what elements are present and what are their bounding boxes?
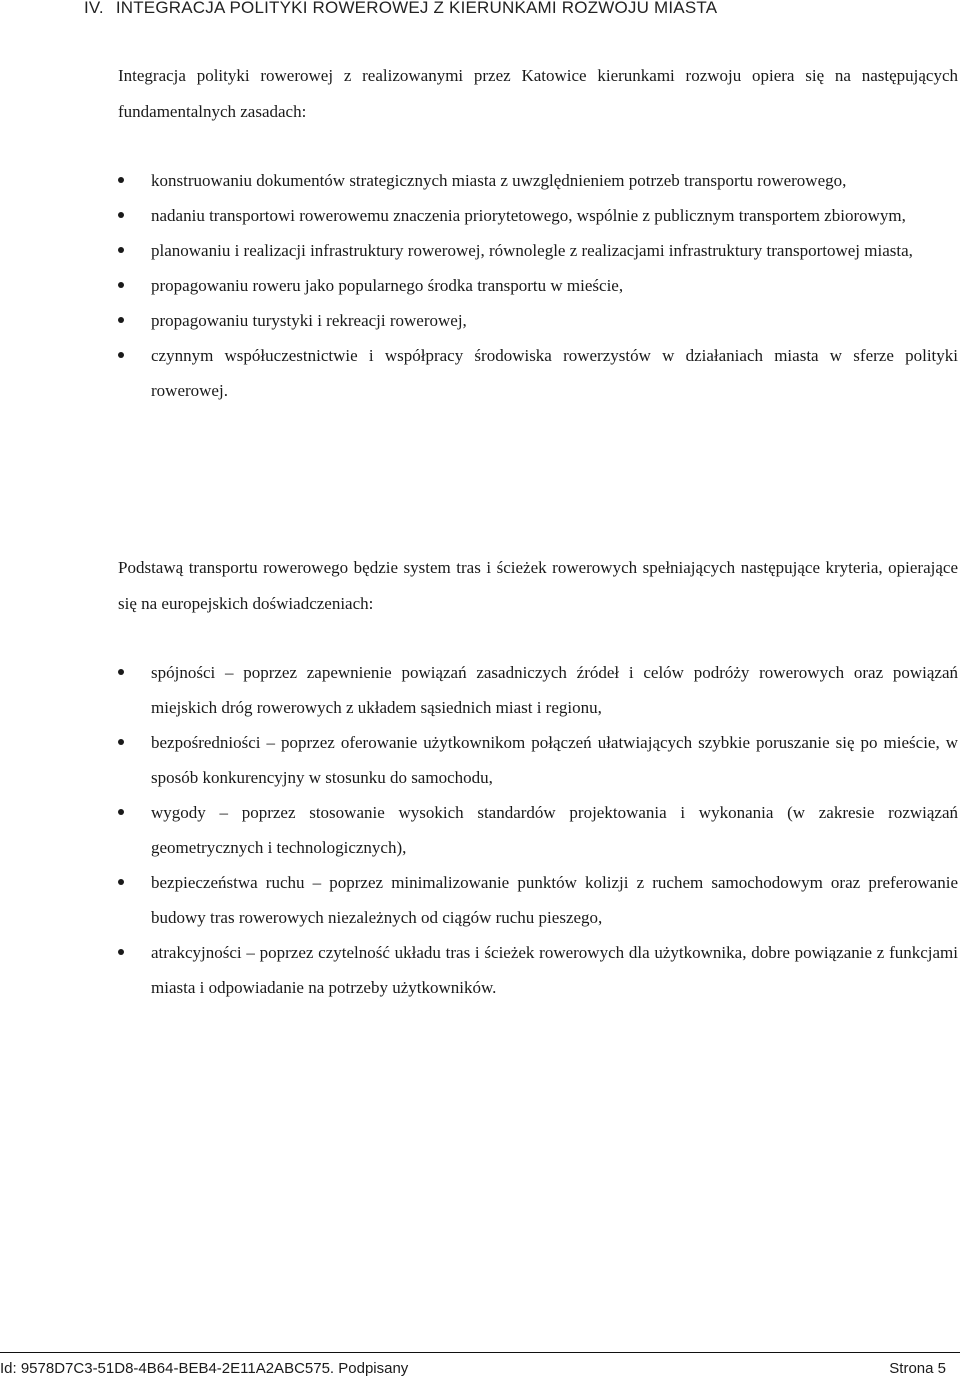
section-heading (84, 0, 717, 20)
list-item: atrakcyjności – poprzez czytelność układu tras i ścieżek rowerowych dla użytkownika, dobre powiązanie z funkcjami miasta i odpowiadanie na potrzeby użytkowników. (118, 935, 958, 1005)
bullet-icon (118, 879, 124, 885)
bullet-icon (118, 282, 124, 288)
bullet-icon (118, 352, 124, 358)
bullet-icon (118, 949, 124, 955)
list-item: propagowaniu turystyki i rekreacji rowerowej, (118, 303, 958, 338)
list-item: planowaniu i realizacji infrastruktury rowerowej, równolegle z realizacjami infrastruktury transportowej miasta, (118, 233, 958, 268)
page-number: Strona 5 (889, 1360, 946, 1377)
principles-list (118, 163, 958, 408)
list-item: spójności – poprzez zapewnienie powiązań zasadniczych źródeł i celów podróży rowerowych oraz powiązań miejskich dróg rowerowych z układem sąsiednich miast i regionu, (118, 655, 958, 725)
bullet-icon (118, 317, 124, 323)
criteria-list (118, 655, 958, 1005)
document-id: Id: 9578D7C3-51D8-4B64-BEB4-2E11A2ABC575. Podpisany (0, 1360, 409, 1377)
section-number: IV. (84, 0, 104, 17)
list-item: czynnym współuczestnictwie i współpracy środowiska rowerzystów w działaniach miasta w sferze polityki rowerowej. (118, 338, 958, 408)
list-item: bezpieczeństwa ruchu – poprzez minimalizowanie punktów kolizji z ruchem samochodowym oraz preferowanie budowy tras rowerowych niezależnych od ciągów ruchu pieszego, (118, 865, 958, 935)
bullet-icon (118, 212, 124, 218)
list-item: bezpośredniości – poprzez oferowanie użytkownikom połączeń ułatwiających szybkie poruszanie się po mieście, w sposób konkurencyjny w stosunku do samochodu, (118, 725, 958, 795)
list-item: propagowaniu roweru jako popularnego środka transportu w mieście, (118, 268, 958, 303)
list-item: konstruowaniu dokumentów strategicznych miasta z uwzględnieniem potrzeb transportu rowerowego, (118, 163, 958, 198)
criteria-intro-paragraph: Podstawą transportu rowerowego będzie system tras i ścieżek rowerowych spełniających następujące kryteria, opierające się na europejskich doświadczeniach: (118, 558, 958, 613)
list-item: nadaniu transportowi rowerowemu znaczenia priorytetowego, wspólnie z publicznym transportem zbiorowym, (118, 198, 958, 233)
bullet-icon (118, 247, 124, 253)
bullet-icon (118, 669, 124, 675)
footer-divider (0, 1352, 960, 1353)
bullet-icon (118, 739, 124, 745)
bullet-icon (118, 809, 124, 815)
list-item: wygody – poprzez stosowanie wysokich standardów projektowania i wykonania (w zakresie rozwiązań geometrycznych i technologicznych), (118, 795, 958, 865)
intro-paragraph: Integracja polityki rowerowej z realizowanymi przez Katowice kierunkami rozwoju opiera się na następujących fundamentalnych zasadach: (118, 66, 958, 121)
section-title: INTEGRACJA POLITYKI ROWEROWEJ Z KIERUNKAMI ROZWOJU MIASTA (115, 0, 718, 17)
bullet-icon (118, 177, 124, 183)
